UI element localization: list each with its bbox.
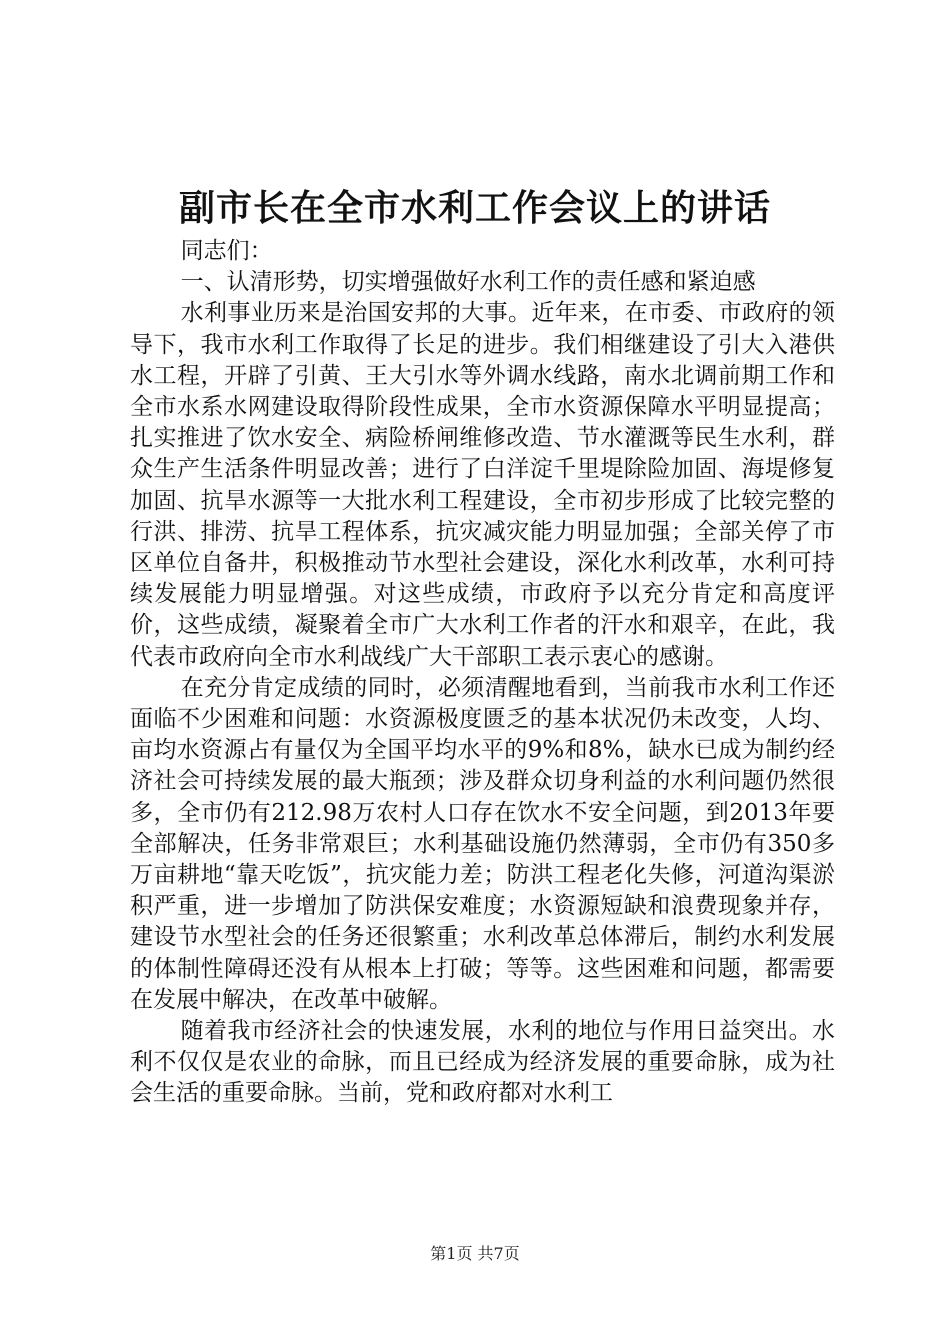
paragraph: 水利事业历来是治国安邦的大事。近年来，在市委、市政府的领导下，我市水利工作取得了长足的进步。我们相继建设了引大入港供水工程，开辟了引黄、王大引水等外调水线路，南水北调前期工作和全市水系水网建设取得阶段性成果，全市水资源保障水平明显提高；扎实推进了饮水安全、病险桥闸维修改造、节水灌溉等民生水利，群众生产生活条件明显改善；进行了白洋淀千里堤除险加固、海堤修复加固、抗旱水源等一大批水利工程建设，全市初步形成了比较完整的行洪、排涝、抗旱工程体系，抗灾减灾能力明显加强；全部关停了市区单位自备井，积极推动节水型社会建设，深化水利改革，水利可持续发展能力明显增强。对这些成绩，市政府予以充分肯定和高度评价，这些成绩，凝聚着全市广大水利工作者的汗水和艰辛，在此，我代表市政府向全市水利战线广大干部职工表示衷心的感谢。 (130, 300, 835, 670)
paragraph: 在充分肯定成绩的同时，必须清醒地看到，当前我市水利工作还面临不少困难和问题：水资源极度匮乏的基本状况仍未改变，人均、亩均水资源占有量仅为全国平均水平的9%和8%，缺水已成为制约经济社会可持续发展的最大瓶颈；涉及群众切身利益的水利问题仍然很多，全市仍有212.98万农村人口存在饮水不安全问题，到2013年要全部解决，任务非常艰巨；水利基础设施仍然薄弱，全市仍有350多万亩耕地“靠天吃饭”，抗灾能力差；防洪工程老化失修，河道沟渠淤积严重，进一步增加了防洪保安难度；水资源短缺和浪费现象并存，建设节水型社会的任务还很繁重；水利改革总体滞后，制约水利发展的体制性障碍还没有从根本上打破；等等。这些困难和问题，都需要在发展中解决，在改革中破解。 (130, 674, 835, 1013)
section-heading: 一、认清形势，切实增强做好水利工作的责任感和紧迫感 (180, 269, 756, 296)
document-body (130, 236, 835, 1110)
document-title: 副市长在全市水利工作会议上的讲话 (178, 187, 771, 229)
page-indicator: 第1页 共7页 (430, 1244, 520, 1263)
salutation: 同志们： (180, 238, 273, 264)
paragraph: 随着我市经济社会的快速发展，水利的地位与作用日益突出。水利不仅仅是农业的命脉，而且已经成为经济发展的重要命脉，成为社会生活的重要命脉。当前，党和政府都对水利工 (130, 1018, 835, 1107)
